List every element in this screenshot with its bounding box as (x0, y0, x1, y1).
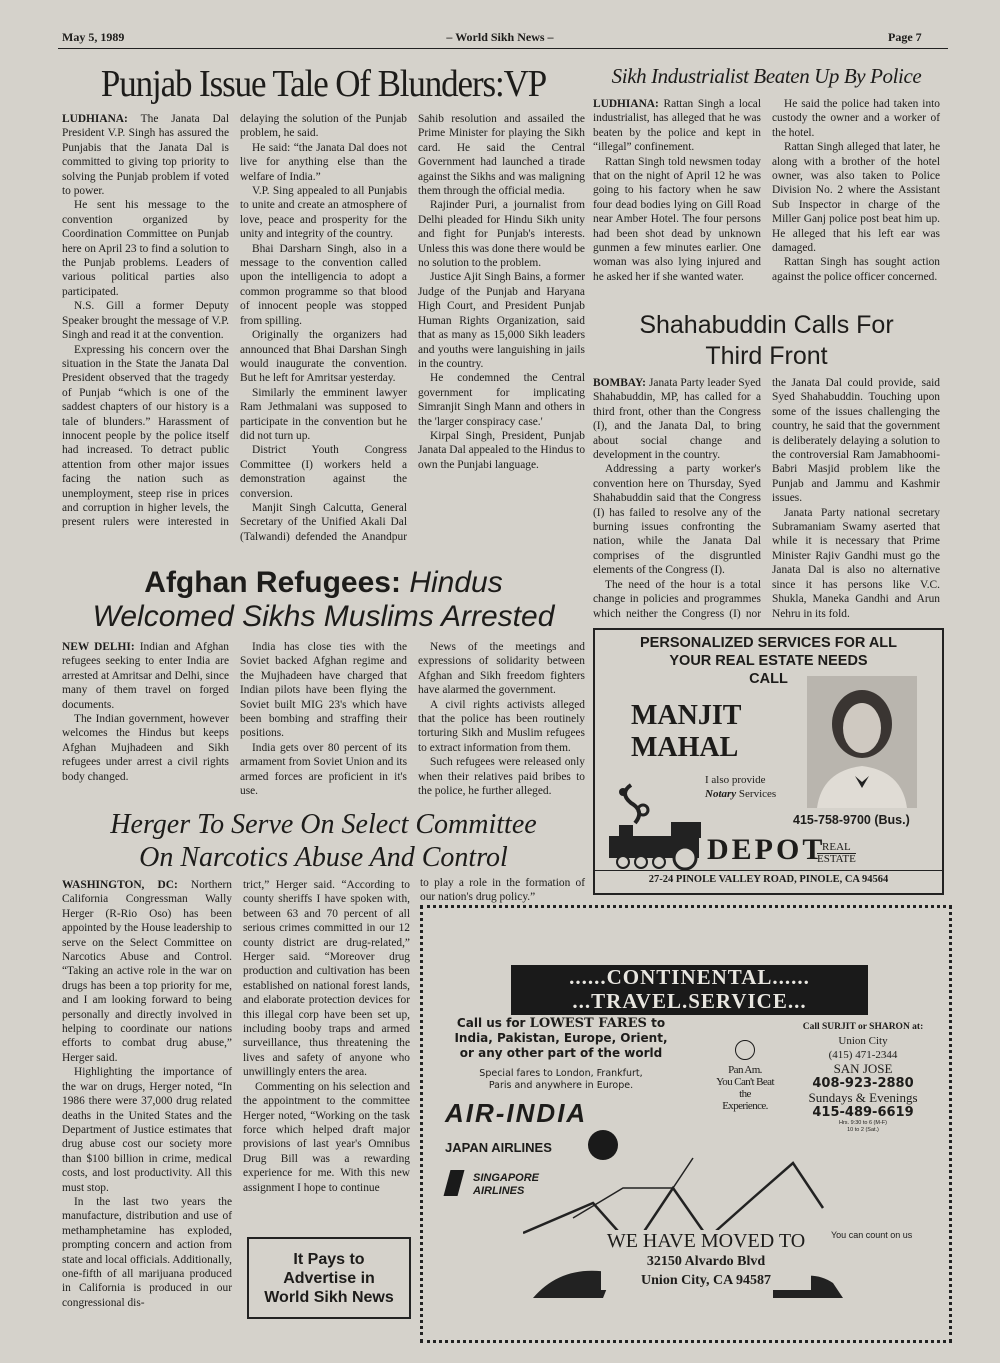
paragraph (240, 328, 407, 386)
house-ad-line: World Sikh News (264, 1288, 394, 1306)
notary-line: Services (738, 788, 777, 800)
paragraph (62, 878, 232, 1065)
paragraph (593, 97, 761, 155)
headline-line: Third Front (705, 342, 828, 370)
page-number: Page 7 (888, 30, 922, 44)
agent-name (631, 700, 741, 764)
paragraph-text: Kirpal Singh, President, Punjab Janata Dal appealed to the Hindus to own the Punjabi language. (418, 429, 586, 471)
publication-name: – World Sikh News – (446, 30, 554, 44)
notary-line: I also provide (705, 774, 766, 786)
paragraph-text: Rajinder Puri, a journalist from Delhi pleaded for Hindu Sikh unity and fight for Punjab's interests. Unless this was done there would be no solution to the problem. (418, 199, 585, 270)
ad-address: 27-24 PINOLE VALLEY ROAD, PINOLE, CA 94564 (595, 870, 942, 885)
singapore-bird-icon (444, 1170, 465, 1196)
paragraph (62, 1065, 232, 1195)
issue-date: May 5, 1989 (62, 30, 125, 44)
notary-note (705, 773, 776, 801)
agent-photo (807, 676, 917, 808)
fares-pitch (441, 1016, 681, 1061)
agent-phone: 415-758-9700 (Bus.) (793, 813, 910, 827)
paragraph (240, 443, 407, 501)
paragraph-text: Janata Party leader Syed Shahabuddin, MP, has called for a third front, other than the Congress (I), and the Janata Dal, to bring about social change and development in the country. (593, 377, 761, 462)
dateline: LUDHIANA: (62, 113, 141, 125)
ad-headline-line: YOUR REAL ESTATE NEEDS (669, 653, 868, 669)
paragraph-text: Rattan Singh told newsmen today that on the night of April 12 he was going to his factory when he saw four dead bodies lying on Gill Road near Amber Hotel. The four persons had been shot dead by unknown gunmen a few minutes earlier. One woman was also lying injured and he asked her if she wanted water. (593, 155, 761, 283)
paragraph (418, 198, 585, 270)
house-ad[interactable] (247, 1237, 411, 1319)
paragraph (418, 270, 585, 371)
paragraph-text: Originally the organizers had announced that Bhai Darshan Singh would inaugurate the convention. But he left for Amritsar yesterday. (240, 329, 407, 385)
pitch-line: or any other part of the world (459, 1046, 663, 1060)
paragraph-text: He said the police had taken into custody the owner and a worker of the hotel. (772, 98, 940, 139)
agent-name-line: MANJIT (631, 700, 742, 731)
paragraph (62, 299, 229, 342)
japan-airlines-logo: JAPAN AIRLINES (445, 1140, 552, 1155)
paragraph-text: In the last two years the manufacture, distribution and use of methamphetamine has exploded, prompting concern and action from state and local officials. Additionally, one-fifth of all marijuana produced in California is produced in our congressional dis- (62, 1195, 232, 1309)
paragraph (418, 755, 585, 798)
pitch-emphasis: LOWEST FARES (529, 1016, 647, 1031)
contact-phone: 415-489-6619 (812, 1105, 914, 1120)
paragraph (418, 698, 585, 756)
paragraph (593, 155, 761, 285)
paragraph-text: Manjit Singh Calcutta, General Secretary of the Unified Akali Dal (Talwandi) defended the Anandpur Sahib resolution and assailed the Prime Minister for playing the Sikh card. He said the Central Government had launched a tirade against the Sikhs and was maligning them through the official media. (240, 113, 585, 543)
headline-afghan (62, 566, 585, 634)
article-herger-col1 (62, 878, 232, 1310)
headline-bold: Afghan Refugees: (144, 566, 401, 599)
panam-line: You Can't Beat (716, 1076, 774, 1088)
paragraph-text: Similarly the emminent lawyer Ram Jethmalani was supposed to participate in the convention but he did not turn up. (240, 386, 407, 442)
paragraph (418, 371, 585, 429)
paragraph-text: N.S. Gill a former Deputy Speaker brought the message of V.P. Singh and read it at the convention. (62, 300, 229, 342)
paragraph (418, 640, 585, 698)
logo-sub-line: ESTATE (817, 853, 856, 865)
paragraph (772, 140, 940, 255)
logo-sub-line: REAL (822, 841, 851, 853)
paragraph (240, 242, 407, 328)
headline-herger (62, 808, 585, 874)
contact-line: Call SURJIT or SHARON at: (802, 1022, 924, 1032)
paragraph (243, 1080, 410, 1195)
paragraph (772, 255, 940, 284)
paragraph-text: Such refugees were released only when their relatives paid bribes to the police, he further alleged. (418, 756, 585, 798)
paragraph-text: He condemned the Central government for implicating Simranjit Singh Mann and others in the 'larger conspiracy case.' (418, 372, 585, 428)
paragraph (420, 876, 585, 905)
paragraph-text: District Youth Congress Committee (I) workers held a demonstration against the conversion. (240, 444, 407, 500)
house-ad-line: Advertise in (283, 1269, 375, 1287)
panam-line: the (739, 1088, 751, 1100)
paragraph-text: Commenting on his selection and the appointment to the committee Herger noted, “Working on the task force which helped draft major provisions of last year's Omnibus Drug Bill was a rewarding experience for me. With this new assignment I hope to continue (243, 1080, 410, 1194)
sq-line: AIRLINES (473, 1185, 525, 1197)
contact-hours-label: Sundays & Evenings (808, 1090, 918, 1105)
headline-line: Herger To Serve On Select Committee (110, 809, 537, 840)
article-industrialist (593, 97, 940, 307)
paragraph-text: Bhai Darsharn Singh, also in a message to the convention called upon the intelligencia to adopt a common programme so that blood of innocent people was stopped from spilling. (240, 242, 407, 327)
paragraph (240, 386, 407, 444)
dateline: NEW DELHI: (62, 641, 140, 653)
moved-address: Union City, CA 94587 (641, 1273, 771, 1288)
house-ad-line: It Pays to (293, 1250, 365, 1268)
air-india-logo: AIR-INDIA (445, 1098, 588, 1128)
contact-city: SAN JOSE (833, 1061, 893, 1076)
agent-name-line: MAHAL (631, 732, 739, 763)
pitch-text: Call us for (456, 1016, 526, 1030)
paragraph-text: The Indian government, however welcomes the Hindus but keeps Afghan Mujhadeen and Sikh refugees under arrest a civil rights body changed. (62, 713, 229, 783)
panam-line: Pan Am. (728, 1064, 762, 1076)
contact-phone: 408-923-2880 (812, 1076, 914, 1091)
banner-line: ...TRAVEL.SERVICE... (572, 989, 807, 1013)
ad-headline-line: CALL (749, 671, 788, 687)
pan-am-logo (705, 1040, 785, 1112)
paragraph-text: A civil rights activists alleged that the police has been routinely torturing Sikh and Muslim refugees to extract information from them. (418, 698, 585, 754)
contact-info (793, 1020, 933, 1134)
paragraph-text: trict,” Herger said. “According to county sheriffs I have spoken with, between 63 and 70 percent of all serious crimes committed in our 12 county district are drug-related,” Herger said. “Moreover drug production and cultivation has been established on national forest lands, and elaborate protection devices for this illegal corp have been set up, including booby traps and armed surveillance, thus threatening the lives and safety of anyone who unwillingly enters the area. (243, 879, 410, 1079)
paragraph-text: Rattan Singh a local industrialist, has alleged that he was beaten by the police and kept in “illegal” confinement. (593, 98, 761, 154)
notary-emphasis: Notary (705, 788, 737, 800)
article-herger-col2 (243, 878, 410, 1195)
article-herger-col3 (420, 876, 585, 905)
headline-industrialist: Sikh Industrialist Beaten Up By Police (611, 64, 922, 88)
paragraph-text: The Janata Dal President V.P. Singh has assured the Punjabis that the Janata Dal is committed to giving top priority to solving the Punjab problem if voted to power. (62, 113, 229, 198)
paragraph (240, 640, 407, 741)
real-estate-ad[interactable] (593, 628, 944, 895)
paragraph (62, 112, 229, 198)
moved-address: 32150 Alvardo Blvd (646, 1254, 766, 1269)
headline-italic: Hindus (409, 566, 503, 599)
paragraph-text: Northern California Congressman Wally Herger (R-Rio Oso) has been appointed by the House leadership to serve on the Select Committee on Narcotics Abuse and Control. “Taking an active role in the war on drugs has been a top priority for me, and I am looking forward to being personally and directly involved in helping to coordinate our nations efforts to combat drug abuse,” Herger said. (62, 879, 232, 1064)
paragraph (62, 640, 229, 712)
paragraph-text: Addressing a party worker's convention here on Thursday, Syed Shahabuddin said that the Congress (I) has failed to resolve any of the burning issues confronting the nation, while the Janata Dal comprises of the disgruntled elements of the Congress (I). (593, 463, 761, 577)
dateline: LUDHIANA: (593, 98, 664, 110)
paragraph-text: He said: “the Janata Dal does not live for anything else than the welfare of India.” (240, 141, 407, 183)
tagline: You can count on us (831, 1230, 913, 1240)
contact-hours: Hrs. 9:30 to 6 (M-F) (839, 1120, 887, 1126)
paragraph (62, 712, 229, 784)
paragraph (240, 184, 407, 242)
banner-line: ......CONTINENTAL...... (569, 965, 810, 989)
panam-line: Experience. (722, 1100, 768, 1112)
paragraph-text: India gets over 80 percent of its armament from Soviet Union and its armed forces are proficient in it's use. (240, 741, 407, 798)
headline-punjab: Punjab Issue Tale Of Blunders:VP (100, 63, 547, 105)
paragraph-text: The need of the hour is a total change in policies and programmes which neither the Congress (I) nor the Janata Dal could provide, said Syed Shahabuddin. Touching upon some of the issues challenging the country, he said that the government is deliberately delaying a solution to the controversial Ram Jamabhoomi-Babri Masjid problem like the Punjab and Jammu and Kashmir issues. (593, 377, 940, 620)
special-line: Paris and anywhere in Europe. (488, 1080, 634, 1091)
headline-italic: Welcomed Sikhs Muslims Arrested (92, 600, 555, 633)
pitch-text: to (651, 1016, 666, 1030)
globe-icon (735, 1040, 755, 1060)
paragraph (772, 506, 940, 621)
paragraph-text: to play a role in the formation of our nation's drug policy.” (420, 877, 585, 904)
paragraph (62, 1195, 232, 1310)
paragraph (240, 741, 407, 799)
paragraph-text: Indian and Afghan refugees seeking to enter India are arrested at Amritsar and Delhi, since many of them travel on forged documents. (62, 641, 229, 711)
travel-banner (511, 965, 868, 1015)
article-punjab (62, 112, 585, 554)
article-shahabuddin (593, 376, 940, 626)
depot-logo: DEPOT (707, 833, 826, 866)
headline-line: Shahabuddin Calls For (639, 311, 894, 339)
paragraph-text: Rattan Singh alleged that later, he along with a brother of the hotel owner, was also taken to Police Division No. 2 where the Assistant Sub Inspector in charge of the Miller Ganj police post beat him up. He alleged that his left ear was damaged. (772, 141, 940, 255)
depot-logo-subtitle (817, 842, 856, 865)
paragraph-text: Janata Party national secretary Subramaniam Swamy aserted that while it is necessary that Prime Minister Rajiv Gandhi must go the Janata Dal is also no alternative since it has persons like V.C. Shukla, Maneka Gandhi and Arun Nehru in its fold. (772, 506, 940, 620)
moved-heading: WE HAVE MOVED TO (606, 1230, 806, 1252)
paragraph (593, 462, 761, 577)
paragraph (772, 97, 940, 140)
paragraph-text: Justice Ajit Singh Bains, a former Judge of the Punjab and Haryana High Court, and President Punjab Human Rights Organization, said that as many as 15,000 Sikh leaders and youths were languishing in jails in the country. (418, 271, 585, 370)
contact-hours: 10 to 2 (Sat.) (847, 1127, 879, 1133)
headline-shahabuddin (593, 310, 940, 372)
paragraph-text: News of the meetings and expressions of solidarity between Afghan and Sikh freedom fighters have alarmed the government. (418, 641, 585, 697)
article-afghan (62, 640, 585, 802)
paragraph-text: Rattan Singh has sought action against the police officer concerned. (772, 256, 940, 283)
headline-line: On Narcotics Abuse And Control (139, 842, 508, 873)
special-line: Special fares to London, Frankfurt, (479, 1068, 643, 1079)
moved-notice (601, 1230, 811, 1290)
paragraph-text: Highlighting the importance of the war on drugs, Herger noted, “In 1986 there were 37,000 drug related deaths in the United States and the Department of Justice estimates that drug abuse cost our society more than $100 billion in crime, medical costs, and lost productivity. All this must stop. (62, 1066, 232, 1194)
sq-line: SINGAPORE (473, 1172, 540, 1184)
train-icon (601, 780, 706, 872)
paragraph-text: V.P. Sing appealed to all Punjabis to unite and create an atmosphere of love, peace and prosperity for the unity and integrity of the country. (240, 185, 407, 241)
dateline: BOMBAY: (593, 377, 649, 389)
pitch-line: India, Pakistan, Europe, Orient, (454, 1031, 668, 1045)
paragraph-text: He sent his message to the convention organized by Coordination Committee on Punjab here on April 23 to find a solution to the Punjab problems. Leaders of various political parties also participated. (62, 199, 229, 298)
contact-phone: (415) 471-2344 (828, 1049, 898, 1061)
paragraph-text: India has close ties with the Soviet backed Afghan regime and the Mujhadeen have charged that Indian pilots have been flying the Soviet built MIG 23's which have been bombing and straffing their positions. (240, 641, 407, 740)
contact-city: Union City (838, 1035, 888, 1047)
special-fares (441, 1068, 681, 1092)
paragraph (593, 376, 761, 462)
dateline: WASHINGTON, DC: (62, 879, 191, 891)
paragraph (240, 141, 407, 184)
travel-ad[interactable] (420, 905, 952, 1343)
paragraph (418, 429, 585, 472)
paragraph (243, 878, 410, 1080)
paragraph (62, 198, 229, 299)
header-rule (58, 48, 948, 49)
paragraph-text: Expressing his concern over the situation in the State the Janata Dal President observed that the tragedy of Punjab “which is one of the saddest chapters of our history is a tale of blunders.” Harassment of innocent people by the police itself had increased. To detract public attention from other major issues facing the nation such as unemployment, steep rise in prices and corruption in higher levels, the present rulers were interested in delaying the solution of the Punjab problem, he said. (62, 113, 407, 529)
ad-headline-line: PERSONALIZED SERVICES FOR ALL (640, 635, 897, 651)
